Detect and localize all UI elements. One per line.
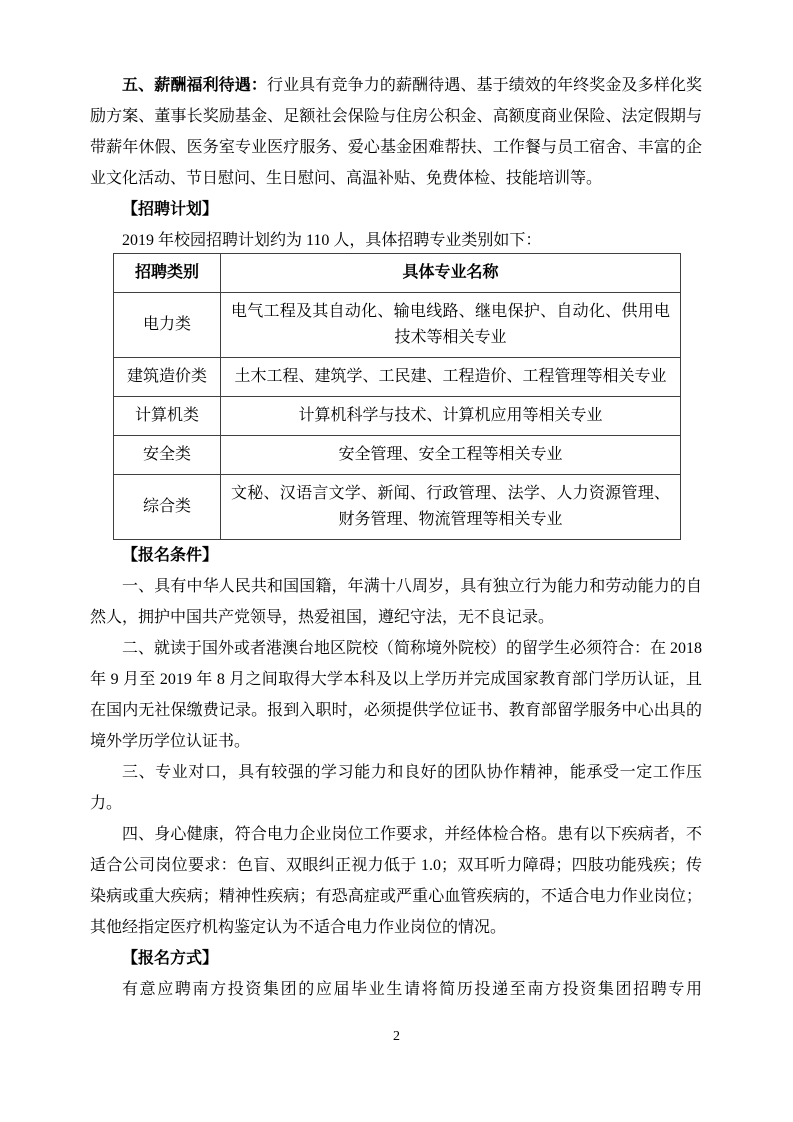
conditions-heading: 【报名条件】 — [122, 547, 219, 564]
benefits-lead: 五、薪酬福利待遇： — [122, 77, 268, 94]
category-cell: 电力类 — [114, 293, 221, 358]
majors-cell: 土木工程、建筑学、工民建、工程造价、工程管理等相关专业 — [221, 358, 681, 397]
application-method-heading: 【报名方式】 — [122, 950, 219, 967]
majors-cell: 计算机科学与技术、计算机应用等相关专业 — [221, 397, 681, 436]
majors-cell: 安全管理、安全工程等相关专业 — [221, 436, 681, 475]
category-cell: 建筑造价类 — [114, 358, 221, 397]
category-cell: 安全类 — [114, 436, 221, 475]
recruitment-intro: 2019 年校园招聘计划约为 110 人，具体招聘专业类别如下： — [122, 232, 542, 249]
application-method-paragraph: 有意应聘南方投资集团的应届毕业生请将简历投递至南方投资集团招聘专用 — [122, 981, 702, 998]
condition-item-1: 一、具有中华人民共和国国籍，年满十八周岁，具有独立行为能力和劳动能力的自然人，拥护中国共产党领导，热爱祖国，遵纪守法，无不良记录。 — [90, 578, 702, 626]
table-row — [114, 436, 681, 475]
table-row — [114, 475, 681, 540]
table-row — [114, 293, 681, 358]
condition-item-4: 四、身心健康，符合电力企业岗位工作要求，并经体检合格。患有以下疾病者，不适合公司岗位要求：色盲、双眼纠正视力低于 1.0；双耳听力障碍；四肢功能残疾；传染病或重大疾病；精神性疾病；有恐高症或严重心血管疾病的，不适合电力作业岗位；其他经指定医疗机构鉴定认为不适合电力作业岗位的情况。 — [90, 826, 702, 936]
table-row — [114, 358, 681, 397]
benefits-body: 行业具有竞争力的薪酬待遇、基于绩效的年终奖金及多样化奖励方案、董事长奖励基金、足额社会保险与住房公积金、高额度商业保险、法定假期与带薪年休假、医务室专业医疗服务、爱心基金困难帮扶、工作餐与员工宿舍、丰富的企业文化活动、节日慰问、生日慰问、高温补贴、免费体检、技能培训等。 — [90, 77, 702, 187]
majors-cell: 文秘、汉语言文学、新闻、行政管理、法学、人力资源管理、财务管理、物流管理等相关专业 — [221, 475, 681, 540]
category-cell: 综合类 — [114, 475, 221, 540]
table-row — [114, 397, 681, 436]
recruitment-table — [113, 253, 681, 540]
page-number: 2 — [393, 1029, 400, 1044]
benefits-paragraph — [90, 70, 702, 194]
recruitment-plan-heading: 【招聘计划】 — [122, 201, 219, 218]
page-content — [90, 70, 702, 1005]
table-header-majors: 具体专业名称 — [221, 254, 681, 293]
condition-item-3: 三、专业对口，具有较强的学习能力和良好的团队协作精神，能承受一定工作压力。 — [90, 764, 702, 812]
condition-item-2: 二、就读于国外或者港澳台地区院校（简称境外院校）的留学生必须符合：在 2018 年 9 月至 2019 年 8 月之间取得大学本科及以上学历并完成国家教育部门学历认证，且在国内无社保缴费记录。报到入职时，必须提供学位证书、教育部留学服务中心出具的境外学历学位认证书。 — [90, 640, 703, 750]
table-header-row — [114, 254, 681, 293]
majors-cell: 电气工程及其自动化、输电线路、继电保护、自动化、供用电技术等相关专业 — [221, 293, 681, 358]
table-header-category: 招聘类别 — [114, 254, 221, 293]
category-cell: 计算机类 — [114, 397, 221, 436]
